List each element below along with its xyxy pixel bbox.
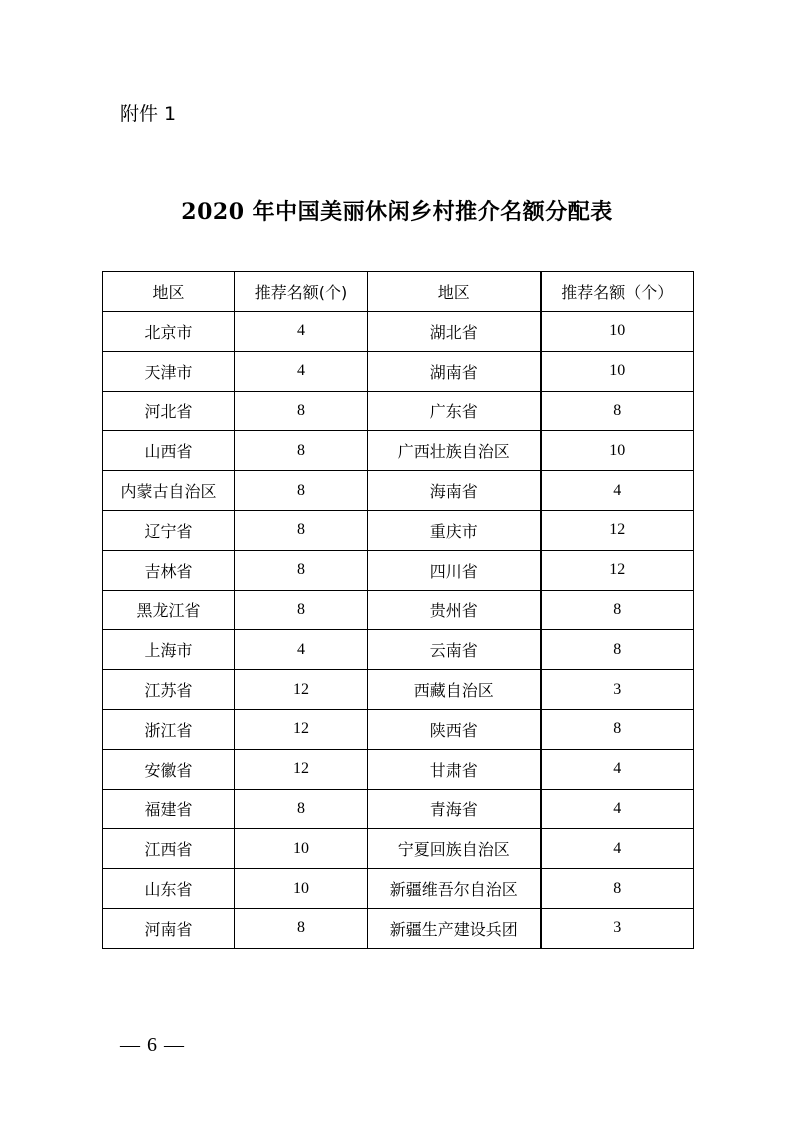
table-row [103, 471, 694, 511]
table-row [103, 789, 694, 829]
region-cell: 安徽省 [103, 749, 235, 789]
attachment-label: 附件 1 [120, 103, 177, 125]
region-cell: 河南省 [103, 908, 235, 948]
region-cell: 广西壮族自治区 [368, 431, 541, 471]
region-cell: 海南省 [368, 471, 541, 511]
region-cell: 黑龙江省 [103, 590, 235, 630]
quota-cell: 10 [541, 351, 694, 391]
region-cell: 湖南省 [368, 351, 541, 391]
quota-cell: 8 [541, 869, 694, 909]
quota-cell: 8 [235, 590, 368, 630]
region-cell: 新疆维吾尔自治区 [368, 869, 541, 909]
table-row [103, 749, 694, 789]
quota-cell: 4 [541, 829, 694, 869]
quota-cell: 8 [235, 789, 368, 829]
region-cell: 上海市 [103, 630, 235, 670]
region-cell: 北京市 [103, 312, 235, 352]
table-row [103, 709, 694, 749]
quota-cell: 8 [235, 510, 368, 550]
quota-cell: 12 [541, 550, 694, 590]
region-cell: 山西省 [103, 431, 235, 471]
region-cell: 江苏省 [103, 670, 235, 710]
region-cell: 福建省 [103, 789, 235, 829]
quota-cell: 10 [541, 431, 694, 471]
quota-cell: 8 [235, 908, 368, 948]
header-quota-left: 推荐名额(个) [235, 272, 368, 312]
quota-cell: 4 [541, 471, 694, 511]
region-cell: 山东省 [103, 869, 235, 909]
region-cell: 陕西省 [368, 709, 541, 749]
quota-cell: 8 [235, 550, 368, 590]
quota-cell: 12 [235, 670, 368, 710]
page-title: 2020 年中国美丽休闲乡村推介名额分配表 [181, 199, 613, 225]
quota-cell: 8 [541, 590, 694, 630]
table-body [103, 312, 694, 949]
header-region-left: 地区 [103, 272, 235, 312]
region-cell: 浙江省 [103, 709, 235, 749]
quota-cell: 8 [235, 391, 368, 431]
region-cell: 甘肃省 [368, 749, 541, 789]
region-cell: 广东省 [368, 391, 541, 431]
region-cell: 青海省 [368, 789, 541, 829]
quota-cell: 8 [541, 391, 694, 431]
region-cell: 河北省 [103, 391, 235, 431]
table-row [103, 908, 694, 948]
table-row [103, 431, 694, 471]
page-number: — 6 — [120, 1034, 185, 1056]
table-row [103, 391, 694, 431]
region-cell: 重庆市 [368, 510, 541, 550]
region-cell: 贵州省 [368, 590, 541, 630]
region-cell: 吉林省 [103, 550, 235, 590]
region-cell: 天津市 [103, 351, 235, 391]
quota-table [102, 271, 694, 949]
quota-cell: 12 [235, 749, 368, 789]
region-cell: 西藏自治区 [368, 670, 541, 710]
region-cell: 辽宁省 [103, 510, 235, 550]
table-row [103, 312, 694, 352]
quota-cell: 4 [235, 312, 368, 352]
region-cell: 湖北省 [368, 312, 541, 352]
table-row [103, 510, 694, 550]
quota-cell: 10 [235, 869, 368, 909]
header-quota-right: 推荐名额（个） [541, 272, 694, 312]
quota-cell: 8 [235, 431, 368, 471]
region-cell: 内蒙古自治区 [103, 471, 235, 511]
quota-cell: 10 [235, 829, 368, 869]
quota-cell: 8 [541, 709, 694, 749]
quota-cell: 4 [235, 351, 368, 391]
region-cell: 云南省 [368, 630, 541, 670]
quota-cell: 4 [541, 789, 694, 829]
table-row [103, 550, 694, 590]
table-header-row [103, 272, 694, 312]
quota-cell: 10 [541, 312, 694, 352]
region-cell: 四川省 [368, 550, 541, 590]
table-row [103, 351, 694, 391]
table-row [103, 590, 694, 630]
table-row [103, 829, 694, 869]
quota-cell: 3 [541, 670, 694, 710]
region-cell: 新疆生产建设兵团 [368, 908, 541, 948]
table-row [103, 869, 694, 909]
region-cell: 宁夏回族自治区 [368, 829, 541, 869]
quota-cell: 12 [235, 709, 368, 749]
quota-cell: 4 [541, 749, 694, 789]
table-row [103, 670, 694, 710]
quota-cell: 8 [541, 630, 694, 670]
region-cell: 江西省 [103, 829, 235, 869]
table-row [103, 630, 694, 670]
quota-cell: 3 [541, 908, 694, 948]
quota-cell: 8 [235, 471, 368, 511]
quota-cell: 4 [235, 630, 368, 670]
quota-cell: 12 [541, 510, 694, 550]
header-region-right: 地区 [368, 272, 541, 312]
